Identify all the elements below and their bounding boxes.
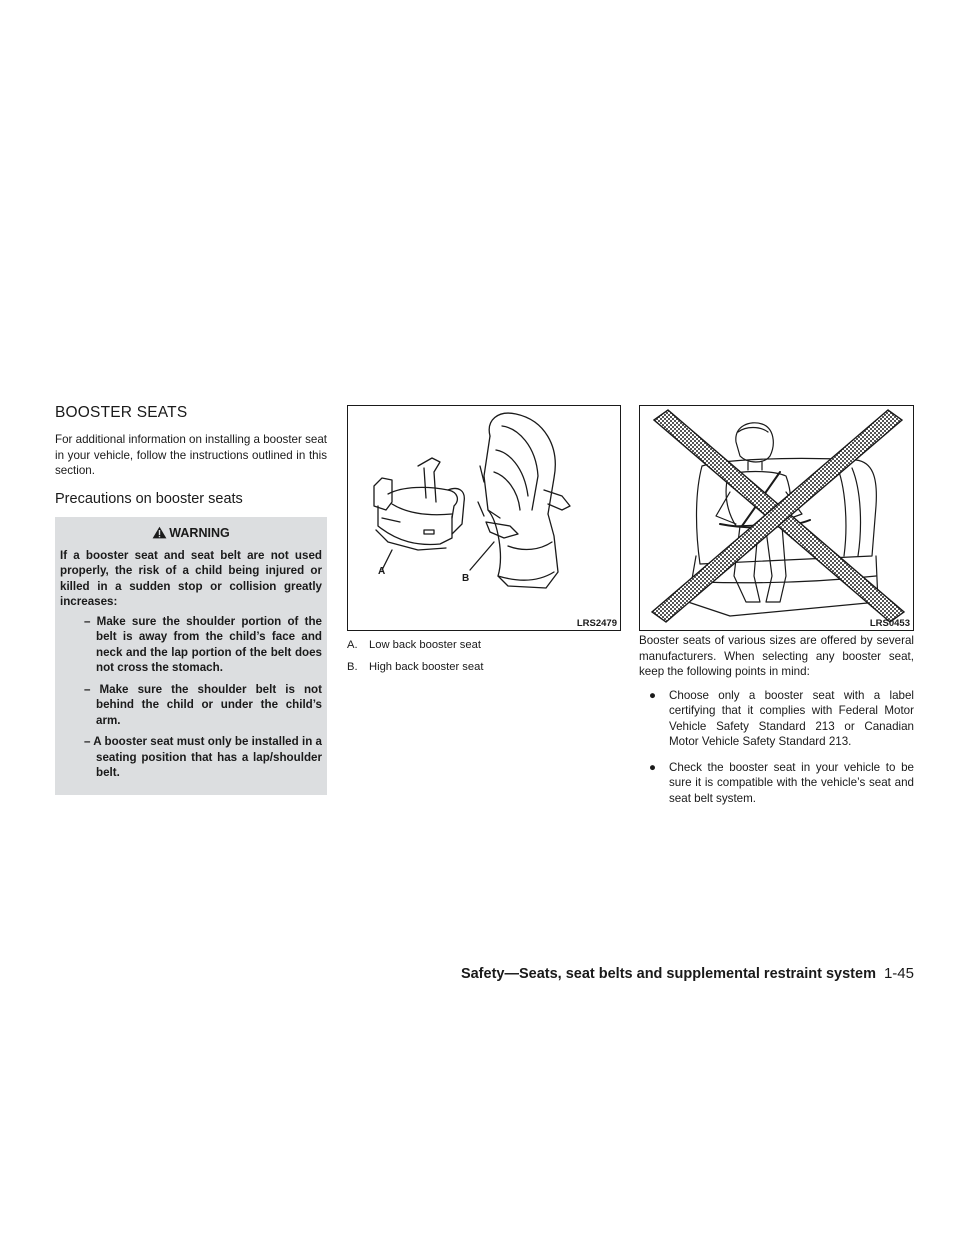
bullet-text: Choose only a booster seat with a label certifying that it complies with Federal Motor Vehicle Safety Standard 213 or Canadian Motor Vehicle Safety Standard 213. — [669, 688, 914, 748]
figure-code: LRS0453 — [869, 618, 910, 629]
label-b: B — [462, 573, 470, 584]
child-head — [736, 423, 773, 462]
bullet-icon: ● — [649, 760, 657, 774]
left-column — [55, 404, 327, 795]
bullet-list — [639, 688, 914, 807]
warning-item: – Make sure the shoulder portion of the belt is away from the child’s face and neck and the lap portion of the belt does not cross the stomach. — [84, 614, 322, 674]
incorrect-belt-illustration — [639, 405, 914, 631]
warning-item: – A booster seat must only be installed in a seating position that has a lap/shoulder belt. — [84, 735, 322, 779]
figure-captions — [347, 638, 621, 675]
caption-text: Low back booster seat — [369, 639, 481, 651]
booster-seat-illustration — [347, 405, 621, 631]
low-back-booster-seat — [374, 458, 464, 550]
incorrect-use-drawing — [640, 406, 915, 630]
figure-code: LRS2479 — [576, 618, 617, 629]
subheading: Precautions on booster seats — [55, 490, 243, 507]
footer-section-title: Safety—Seats, seat belts and supplemental restraint system — [460, 966, 876, 982]
label-a: A — [378, 566, 386, 577]
caption-letter: B. — [347, 660, 358, 673]
intro-paragraph: For additional information on installing a booster seat in your vehicle, follow the instructions outlined in this section. — [55, 433, 327, 477]
warning-triangle-icon — [152, 526, 167, 539]
warning-item: – Make sure the shoulder belt is not behind the child or under the child’s arm. — [84, 682, 322, 727]
bullet-item — [639, 760, 914, 807]
caption-letter: A. — [347, 639, 358, 651]
high-back-booster-seat — [478, 413, 570, 588]
bullet-item — [639, 688, 914, 750]
booster-paragraph: Booster seats of various sizes are offered by several manufacturers. When selecting any booster seat, keep the following points in mind: — [639, 634, 914, 678]
bullet-icon: ● — [649, 688, 657, 702]
middle-column — [347, 405, 621, 681]
warning-body: If a booster seat and seat belt are not used properly, the risk of a child being injured or killed in a sudden stop or collision greatly increases: — [60, 548, 322, 608]
page-number: 1-45 — [883, 965, 914, 982]
section-title: BOOSTER SEATS — [55, 404, 188, 421]
page-footer — [461, 965, 914, 983]
prohibition-x-mark — [652, 410, 904, 622]
caption-item — [347, 638, 621, 654]
warning-box — [55, 517, 327, 795]
caption-text: High back booster seat — [369, 660, 484, 673]
warning-header — [60, 526, 322, 540]
bullet-text: Check the booster seat in your vehicle to be sure it is compatible with the vehicle’s seat and seat belt system. — [669, 760, 914, 805]
warning-list — [60, 614, 322, 781]
warning-label: WARNING — [169, 525, 230, 540]
booster-seats-drawing — [348, 406, 622, 630]
right-column — [639, 405, 914, 816]
caption-item — [347, 660, 621, 676]
